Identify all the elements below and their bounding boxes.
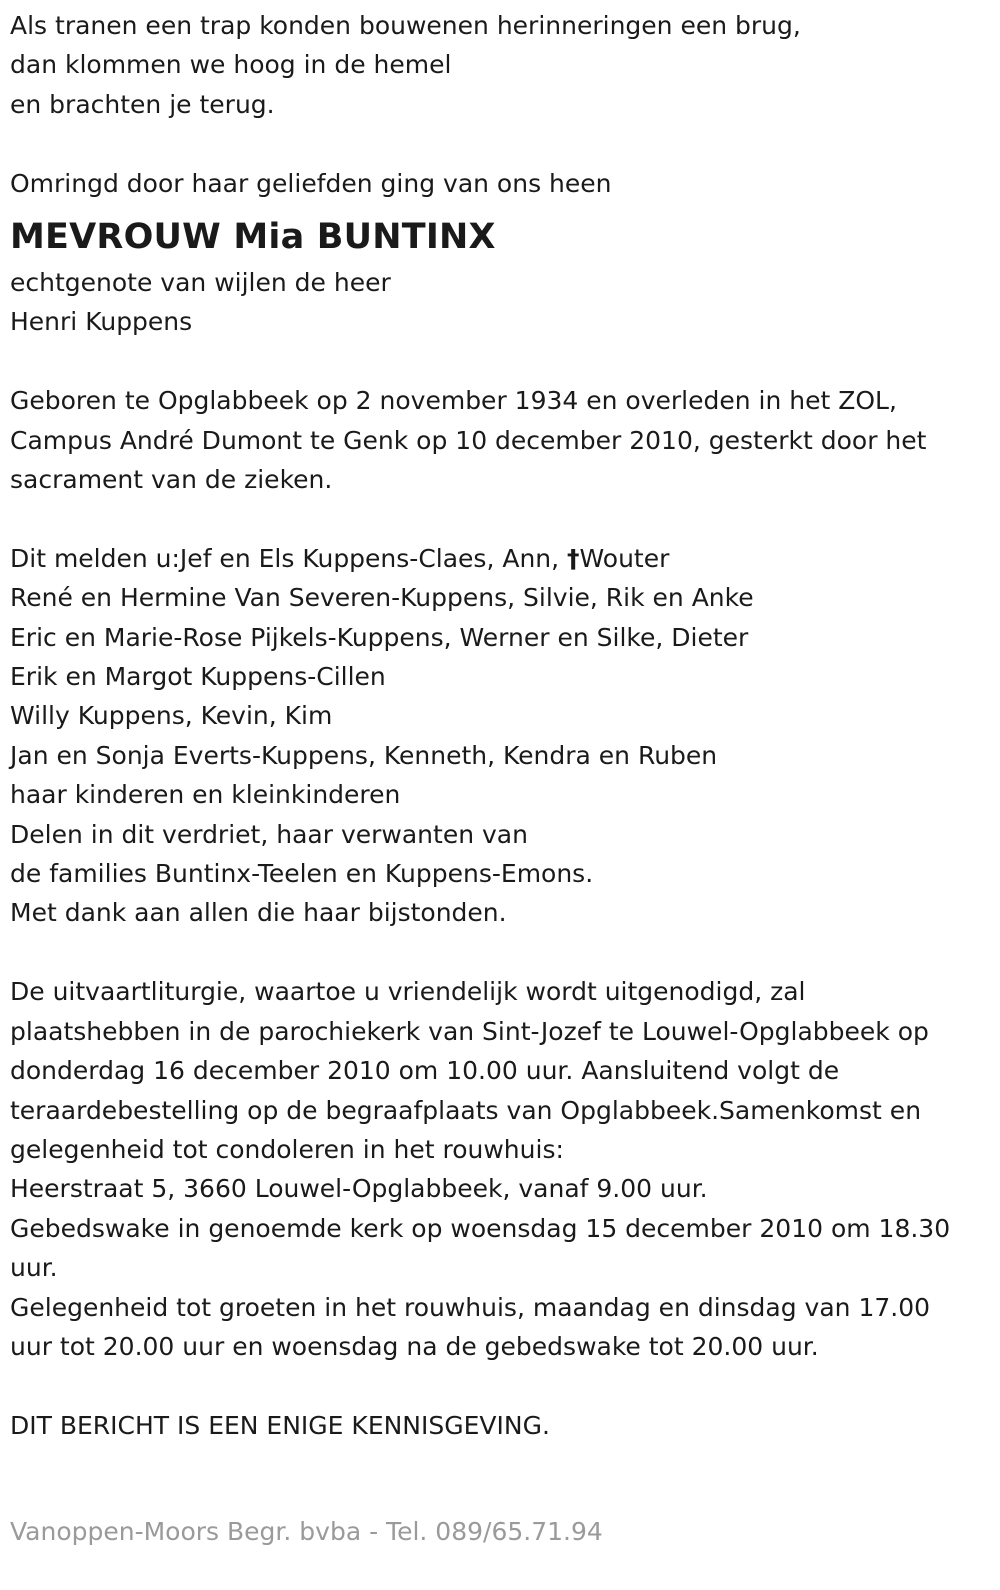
poem-line: en brachten je terug. <box>10 89 275 119</box>
funeral-line: uur tot 20.00 uur en woensdag na de gebedswake tot 20.00 uur. <box>10 1331 819 1361</box>
funeral-line: donderdag 16 december 2010 om 10.00 uur. Aansluitend volgt de <box>10 1056 840 1086</box>
funeral-line: Gelegenheid tot groeten in het rouwhuis, maandag en dinsdag van 17.00 <box>10 1292 931 1322</box>
funeral-line: gelegenheid tot condoleren in het rouwhuis: <box>10 1134 564 1164</box>
family-line: Jan en Sonja Everts-Kuppens, Kenneth, Kendra en Ruben <box>10 740 718 770</box>
intro-text: Omringd door haar geliefden ging van ons heen <box>10 168 612 198</box>
funeral-line: uur. <box>10 1253 58 1283</box>
spacer <box>10 499 985 538</box>
family-list <box>10 539 985 933</box>
family-line: Eric en Marie-Rose Pijkels-Kuppens, Werner en Silke, Dieter <box>10 622 749 652</box>
family-line: Met dank aan allen die haar bijstonden. <box>10 898 507 928</box>
deceased-name: MEVROUW Mia BUNTINX <box>10 217 496 258</box>
funeral-line: Gebedswake in genoemde kerk op woensdag 15 december 2010 om 18.30 <box>10 1213 951 1243</box>
spacer <box>10 342 985 381</box>
funeral-info <box>10 972 985 1366</box>
obituary-document <box>10 6 985 1445</box>
spouse-line: Henri Kuppens <box>10 307 193 337</box>
spacer <box>10 933 985 972</box>
family-line: Willy Kuppens, Kevin, Kim <box>10 701 333 731</box>
cross-icon: † <box>567 543 580 573</box>
funeral-home-footer: Vanoppen-Moors Begr. bvba - Tel. 089/65.71.94 <box>10 1517 603 1546</box>
family-line: Delen in dit verdriet, haar verwanten van <box>10 819 528 849</box>
spouse-info <box>10 263 985 342</box>
family-line: Erik en Margot Kuppens-Cillen <box>10 662 386 692</box>
family-line-first <box>10 539 985 578</box>
funeral-line: Heerstraat 5, 3660 Louwel-Opglabbeek, vanaf 9.00 uur. <box>10 1174 708 1204</box>
poem-line: dan klommen we hoog in de hemel <box>10 50 452 80</box>
birth-death-info <box>10 381 985 499</box>
funeral-line: De uitvaartliturgie, waartoe u vriendelijk wordt uitgenodigd, zal <box>10 977 806 1007</box>
notice-text: DIT BERICHT IS EEN ENIGE KENNISGEVING. <box>10 1410 550 1440</box>
family-first-suffix: Wouter <box>579 543 670 573</box>
spacer <box>10 1366 985 1405</box>
poem-line: Als tranen een trap konden bouwenen herinneringen een brug, <box>10 11 801 40</box>
funeral-line: teraardebestelling op de begraafplaats van Opglabbeek.Samenkomst en <box>10 1095 922 1125</box>
poem <box>10 6 985 124</box>
funeral-line: plaatshebben in de parochiekerk van Sint-Jozef te Louwel-Opglabbeek op <box>10 1016 929 1046</box>
family-first-prefix: Dit melden u:Jef en Els Kuppens-Claes, Ann, <box>10 543 568 573</box>
family-line: de families Buntinx-Teelen en Kuppens-Emons. <box>10 859 594 889</box>
birth-death-line: sacrament van de zieken. <box>10 465 333 495</box>
birth-death-line: Campus André Dumont te Genk op 10 december 2010, gesterkt door het <box>10 425 927 455</box>
spouse-line: echtgenote van wijlen de heer <box>10 268 391 298</box>
spacer <box>10 124 985 163</box>
birth-death-line: Geboren te Opglabbeek op 2 november 1934 en overleden in het ZOL, <box>10 386 897 416</box>
family-line: René en Hermine Van Severen-Kuppens, Silvie, Rik en Anke <box>10 583 754 613</box>
family-line: haar kinderen en kleinkinderen <box>10 780 401 810</box>
